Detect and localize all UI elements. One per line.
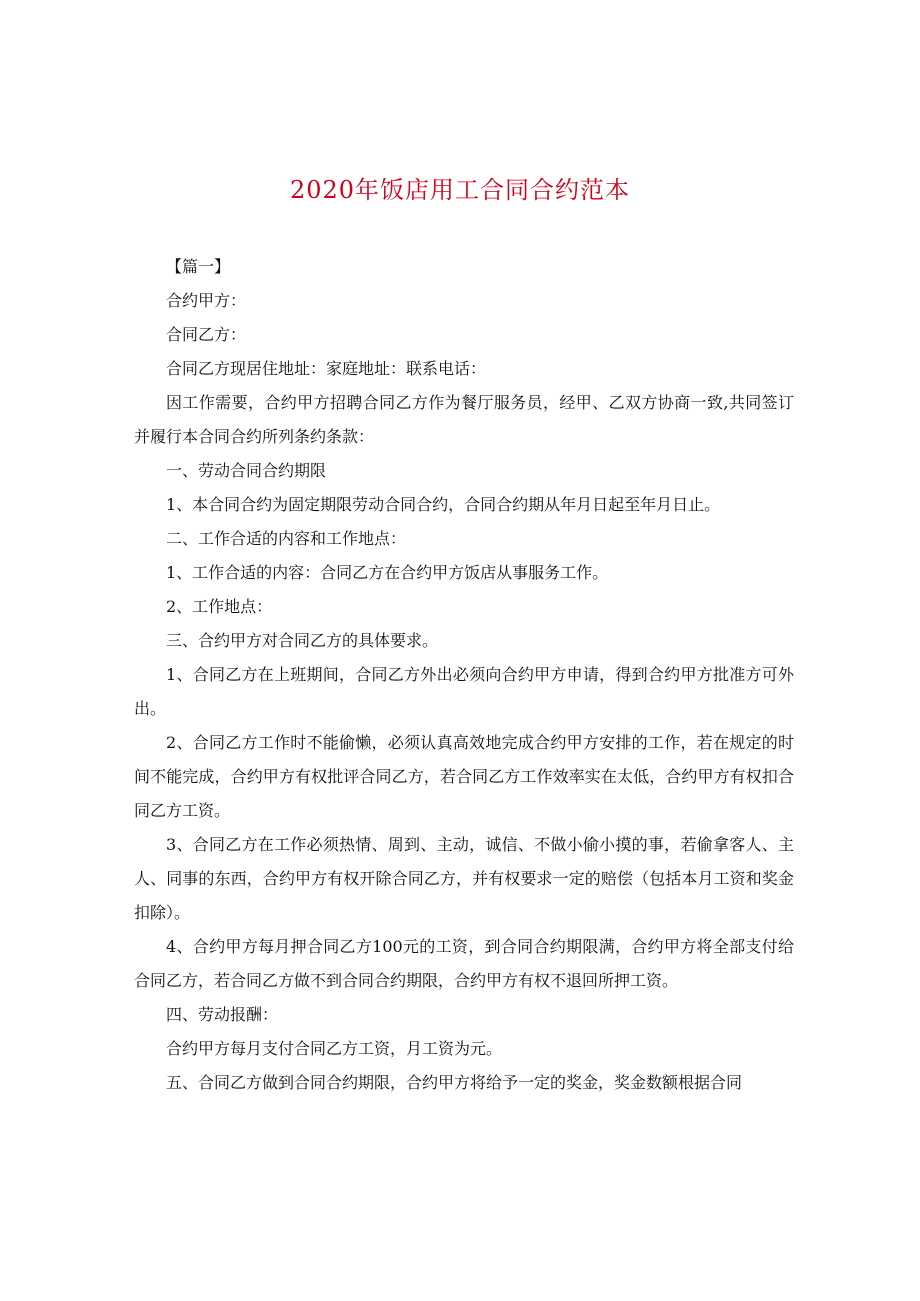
paragraph-15: 4、合约甲方每月押合同乙方100元的工资，到合同合约期限满，合约甲方将全部支付给合同乙方，若合同乙方做不到合同合约期限，合约甲方有权不退回所押工资。 (134, 937, 794, 990)
section-heading-3: 三、合约甲方对合同乙方的具体要求。 (166, 631, 439, 650)
section-heading-2: 二、工作合适的内容和工作地点： (166, 529, 407, 548)
paragraph-13: 2、合同乙方工作时不能偷懒，必须认真高效地完成合约甲方安排的工作，若在规定的时间不能完成，合约甲方有权批评合同乙方，若合同乙方工作效率实在太低，合约甲方有权扣合同乙方工资。 (134, 733, 794, 820)
section-heading-1: 一、劳动合同合约期限 (166, 461, 327, 480)
paragraph-12: 1、合同乙方在上班期间，合同乙方外出必须向合约甲方申请，得到合约甲方批准方可外出。 (134, 665, 794, 718)
section-heading-4: 四、劳动报酬： (166, 1005, 279, 1024)
paragraph-4: 合同乙方现居住地址：家庭地址：联系电话： (166, 359, 487, 378)
document-title: 2020年饭店用工合同合约范本 (289, 176, 631, 204)
paragraph-5: 因工作需要，合约甲方招聘合同乙方作为餐厅服务员，经甲、乙双方协商一致,共同签订并履行本合同合约所列条约条款： (134, 393, 794, 446)
paragraph-1: 【篇一】 (166, 257, 231, 276)
paragraph-7: 1、本合同合约为固定期限劳动合同合约，合同合约期从年月日起至年月日止。 (166, 495, 721, 514)
paragraph-10: 2、工作地点： (166, 597, 273, 616)
paragraph-9: 1、工作合适的内容：合同乙方在合约甲方饭店从事服务工作。 (166, 563, 609, 582)
paragraph-2: 合约甲方： (166, 291, 247, 310)
paragraph-17: 合约甲方每月支付合同乙方工资，月工资为元。 (166, 1039, 503, 1058)
paragraph-14: 3、合同乙方在工作必须热情、周到、主动，诚信、不做小偷小摸的事，若偷拿客人、主人、同事的东西，合约甲方有权开除合同乙方，并有权要求一定的赔偿（包括本月工资和奖金扣除）。 (134, 835, 794, 922)
document-body (134, 250, 794, 1100)
paragraph-3: 合同乙方： (166, 325, 247, 344)
section-heading-5: 五、合同乙方做到合同合约期限，合约甲方将给予一定的奖金，奖金数额根据合同 (166, 1073, 743, 1092)
